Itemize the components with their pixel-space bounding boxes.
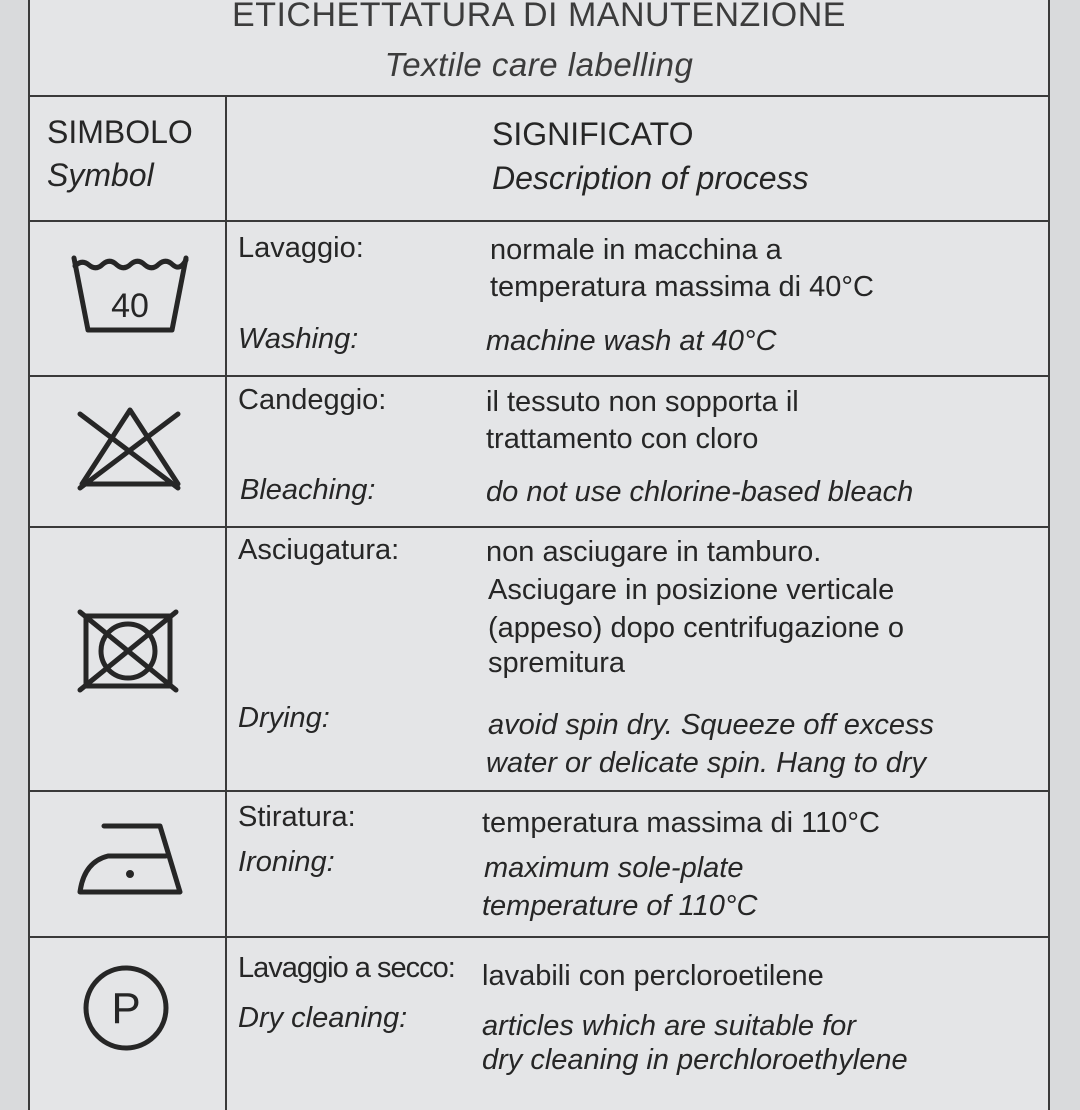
row-divider (30, 375, 1048, 377)
row-label-it: Candeggio: (238, 384, 387, 416)
table-top-border (30, 95, 1048, 97)
row-desc-it-line: (appeso) dopo centrifugazione o (488, 612, 904, 644)
wash-40-icon (70, 252, 190, 342)
row-desc-en-line: machine wash at 40°C (486, 325, 777, 357)
iron-low-icon (74, 818, 186, 909)
row-desc-it-line: Asciugare in posizione verticale (488, 574, 895, 606)
row-divider (30, 936, 1048, 938)
column-header-meaning: SIGNIFICATO (492, 116, 694, 152)
row-divider (30, 790, 1048, 792)
row-label-it: Lavaggio: (238, 232, 364, 264)
row-label-it: Lavaggio a secco: (238, 952, 455, 984)
row-desc-it-line: temperatura massima di 110°C (482, 807, 880, 839)
page-title: ETICHETTATURA DI MANUTENZIONE (232, 0, 846, 34)
row-label-it: Asciugatura: (238, 534, 400, 566)
row-desc-it-line: temperatura massima di 40°C (490, 271, 874, 303)
row-label-en: Drying: (238, 702, 330, 734)
row-desc-en-line: water or delicate spin. Hang to dry (486, 747, 927, 779)
row-label-it: Stiratura: (238, 801, 356, 833)
care-label-sheet (28, 0, 1050, 1110)
row-label-en: Ironing: (238, 846, 335, 878)
column-header-meaning-en: Description of process (492, 160, 809, 196)
row-desc-it-line: normale in macchina a (490, 234, 782, 266)
row-desc-en-line: maximum sole-plate (484, 852, 744, 884)
row-label-en: Bleaching: (240, 474, 376, 506)
column-header-symbol: SIMBOLO (47, 114, 193, 150)
row-desc-it-line: il tessuto non sopporta il (486, 386, 799, 418)
dry-clean-p-icon (80, 962, 172, 1059)
no-tumble-dry-icon (76, 608, 180, 699)
row-desc-it-line: lavabili con percloroetilene (482, 960, 824, 992)
page-subtitle: Textile care labelling (384, 46, 694, 83)
row-label-en: Washing: (238, 323, 359, 355)
row-desc-en-line: do not use chlorine-based bleach (486, 476, 914, 508)
column-header-symbol-en: Symbol (47, 157, 154, 193)
row-desc-en-line: avoid spin dry. Squeeze off excess (488, 709, 934, 741)
column-divider (225, 95, 227, 1110)
row-divider (30, 526, 1048, 528)
row-desc-it-line: trattamento con cloro (486, 423, 759, 455)
dry-clean-letter: P (111, 984, 141, 1033)
row-desc-en-line: articles which are suitable for (482, 1010, 856, 1042)
row-desc-it-line: non asciugare in tamburo. (486, 536, 822, 568)
row-desc-en-line: dry cleaning in perchloroethylene (482, 1044, 908, 1076)
header-row-divider (30, 220, 1048, 222)
row-desc-it-line: spremitura (488, 647, 625, 679)
no-bleach-icon (75, 404, 185, 499)
row-label-en: Dry cleaning: (238, 1002, 408, 1034)
wash-temp-label: 40 (111, 287, 149, 325)
row-desc-en-line: temperature of 110°C (482, 890, 758, 922)
